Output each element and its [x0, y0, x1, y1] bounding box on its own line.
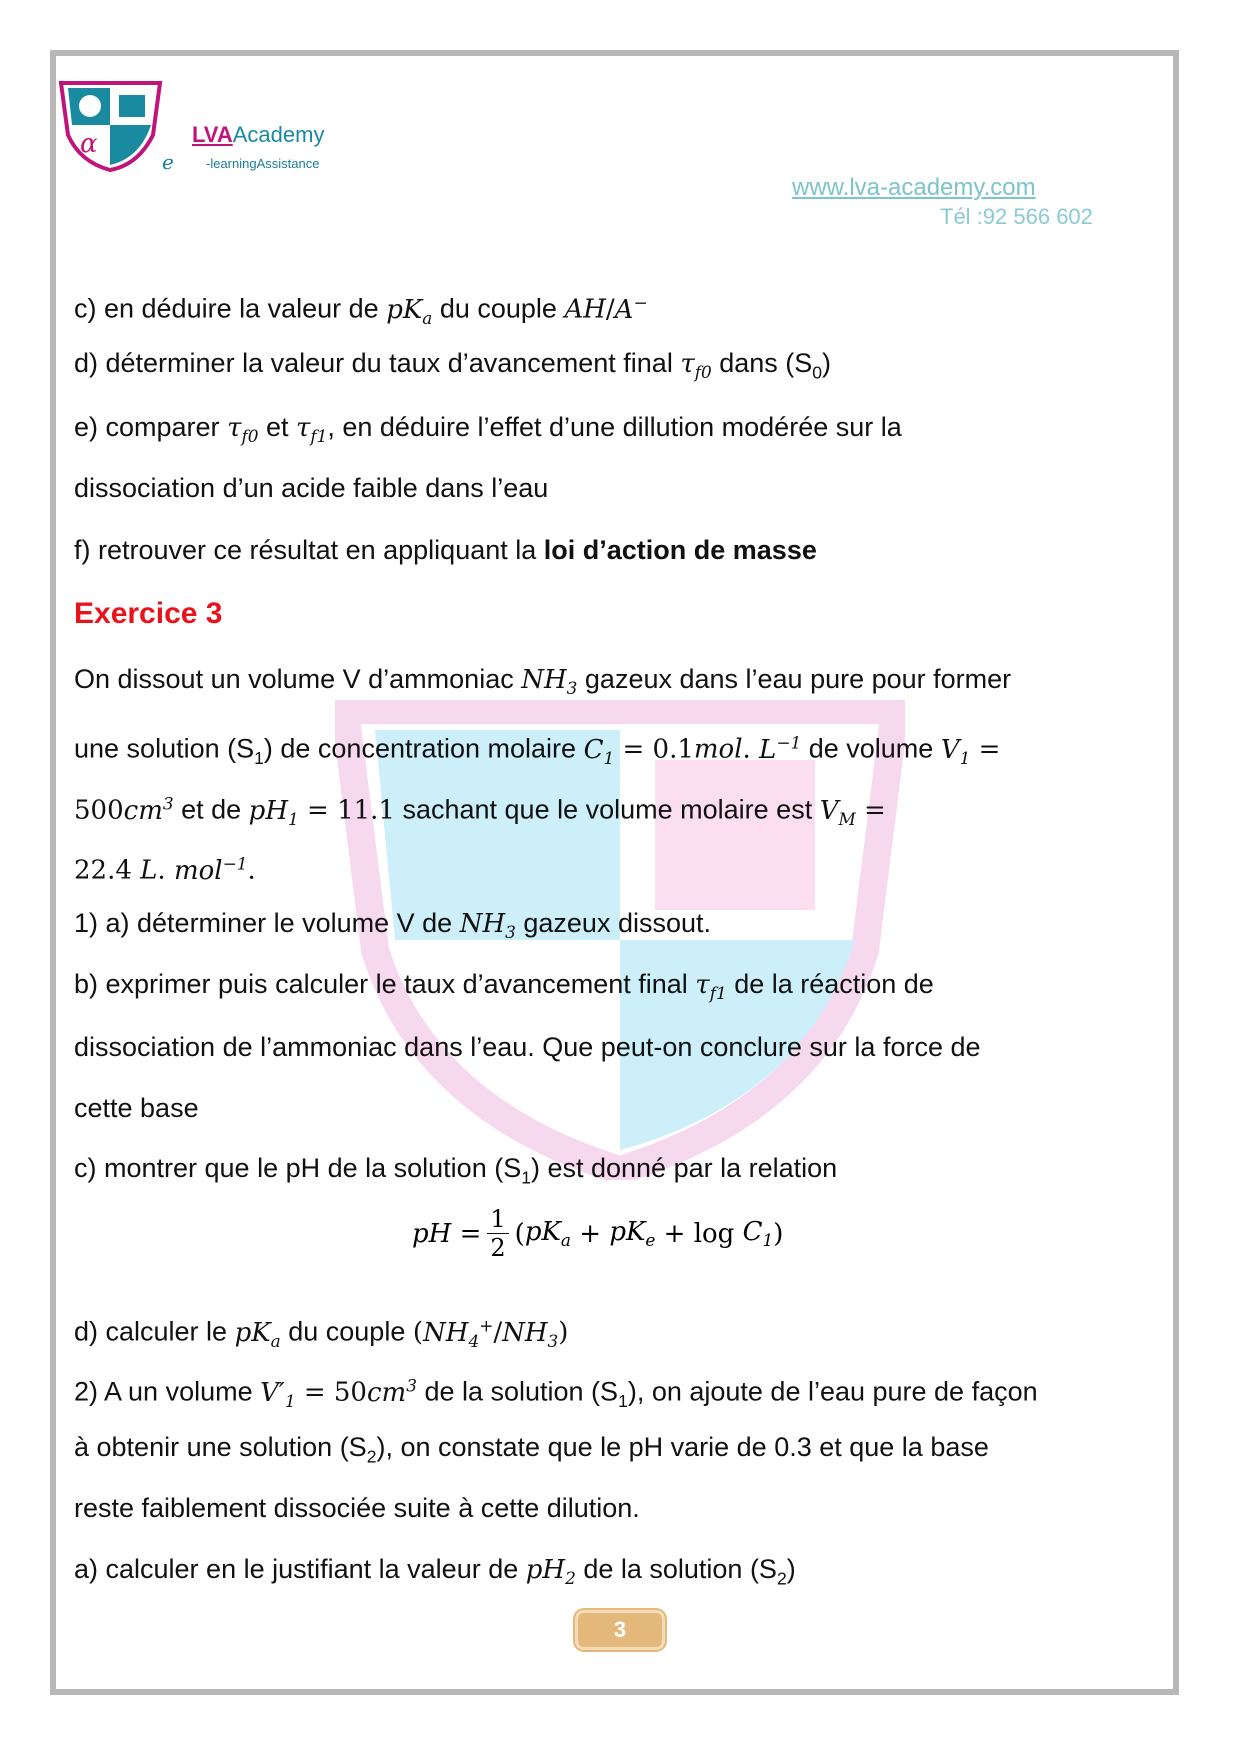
svg-text:α: α: [80, 129, 98, 159]
statement-3: $500cm^3$ et de $pH_1 = 11.1$ sachant que le volume molaire est $V_M$ =: [74, 793, 886, 829]
ph-formula: pH = $\frac{1}{2}$ ( $pK_a$ + $pK_e$ + log $C_1$ ): [412, 1205, 784, 1262]
question-c: c) en déduire la valeur de $pK_a$ du couple AH/A−: [74, 292, 648, 328]
phone: Tél :92 566 602: [940, 204, 1093, 229]
question-d: d) déterminer la valeur du taux d’avancement final $\tau_{f0}$ dans $(S_0)$: [74, 348, 832, 383]
question-1a: 1) a) déterminer le volume V de $NH_3$ gazeux dissout.: [74, 908, 711, 943]
question-2-cont: à obtenir une solution $(S_2)$, on constate que le pH varie de 0.3 et que la base: [74, 1432, 989, 1467]
question-e: e) comparer $\tau_{f0}$ et $\tau_{f1}$, en déduire l’effet d’une dillution modérée sur la: [74, 412, 902, 447]
website-link[interactable]: www.lva-academy.com: [792, 174, 1036, 201]
statement-1: On dissout un volume V d’ammoniac $NH_3$ gazeux dans l’eau pure pour former: [74, 664, 1012, 699]
question-1b: b) exprimer puis calculer le taux d’avancement final $\tau_{f1}$ de la réaction de: [74, 969, 934, 1004]
question-f: f) retrouver ce résultat en appliquant la loi d’action de masse: [74, 535, 817, 565]
question-e-cont: dissociation d’un acide faible dans l’eau: [74, 473, 549, 503]
brand-e: e: [162, 150, 174, 174]
question-2-cont2: reste faiblement dissociée suite à cette dilution.: [74, 1493, 640, 1523]
question-2: 2) A un volume $V'_1 = 50cm^3$ de la solution $(S_1)$, on ajoute de l’eau pure de façon: [74, 1375, 1038, 1412]
brand-tagline: -learningAssistance: [206, 156, 320, 171]
brand-name: LVAAcademy: [192, 122, 325, 147]
question-1d: d) calculer le $pK_a$ du couple $(NH_4^+/NH_3)$: [74, 1315, 569, 1351]
question-1c: c) montrer que le pH de la solution $(S_1)$ est donné par la relation: [74, 1153, 838, 1188]
question-2a: a) calculer en le justifiant la valeur de $pH_2$ de la solution $(S_2)$: [74, 1554, 796, 1589]
lva-logo: [58, 80, 163, 172]
page-number: 3: [575, 1610, 665, 1650]
question-1b-cont2: cette base: [74, 1093, 199, 1123]
statement-2: une solution $(S_1)$ de concentration molaire $C_1 = 0.1mol$. $L^{-1}$ de volume $V_1$ =: [74, 732, 1001, 769]
statement-4: 22.4 L. mol$^{-1}$.: [74, 853, 256, 886]
exercise-title: Exercice 3: [74, 597, 223, 630]
question-1b-cont: dissociation de l’ammoniac dans l’eau. Que peut-on conclure sur la force de: [74, 1032, 981, 1062]
